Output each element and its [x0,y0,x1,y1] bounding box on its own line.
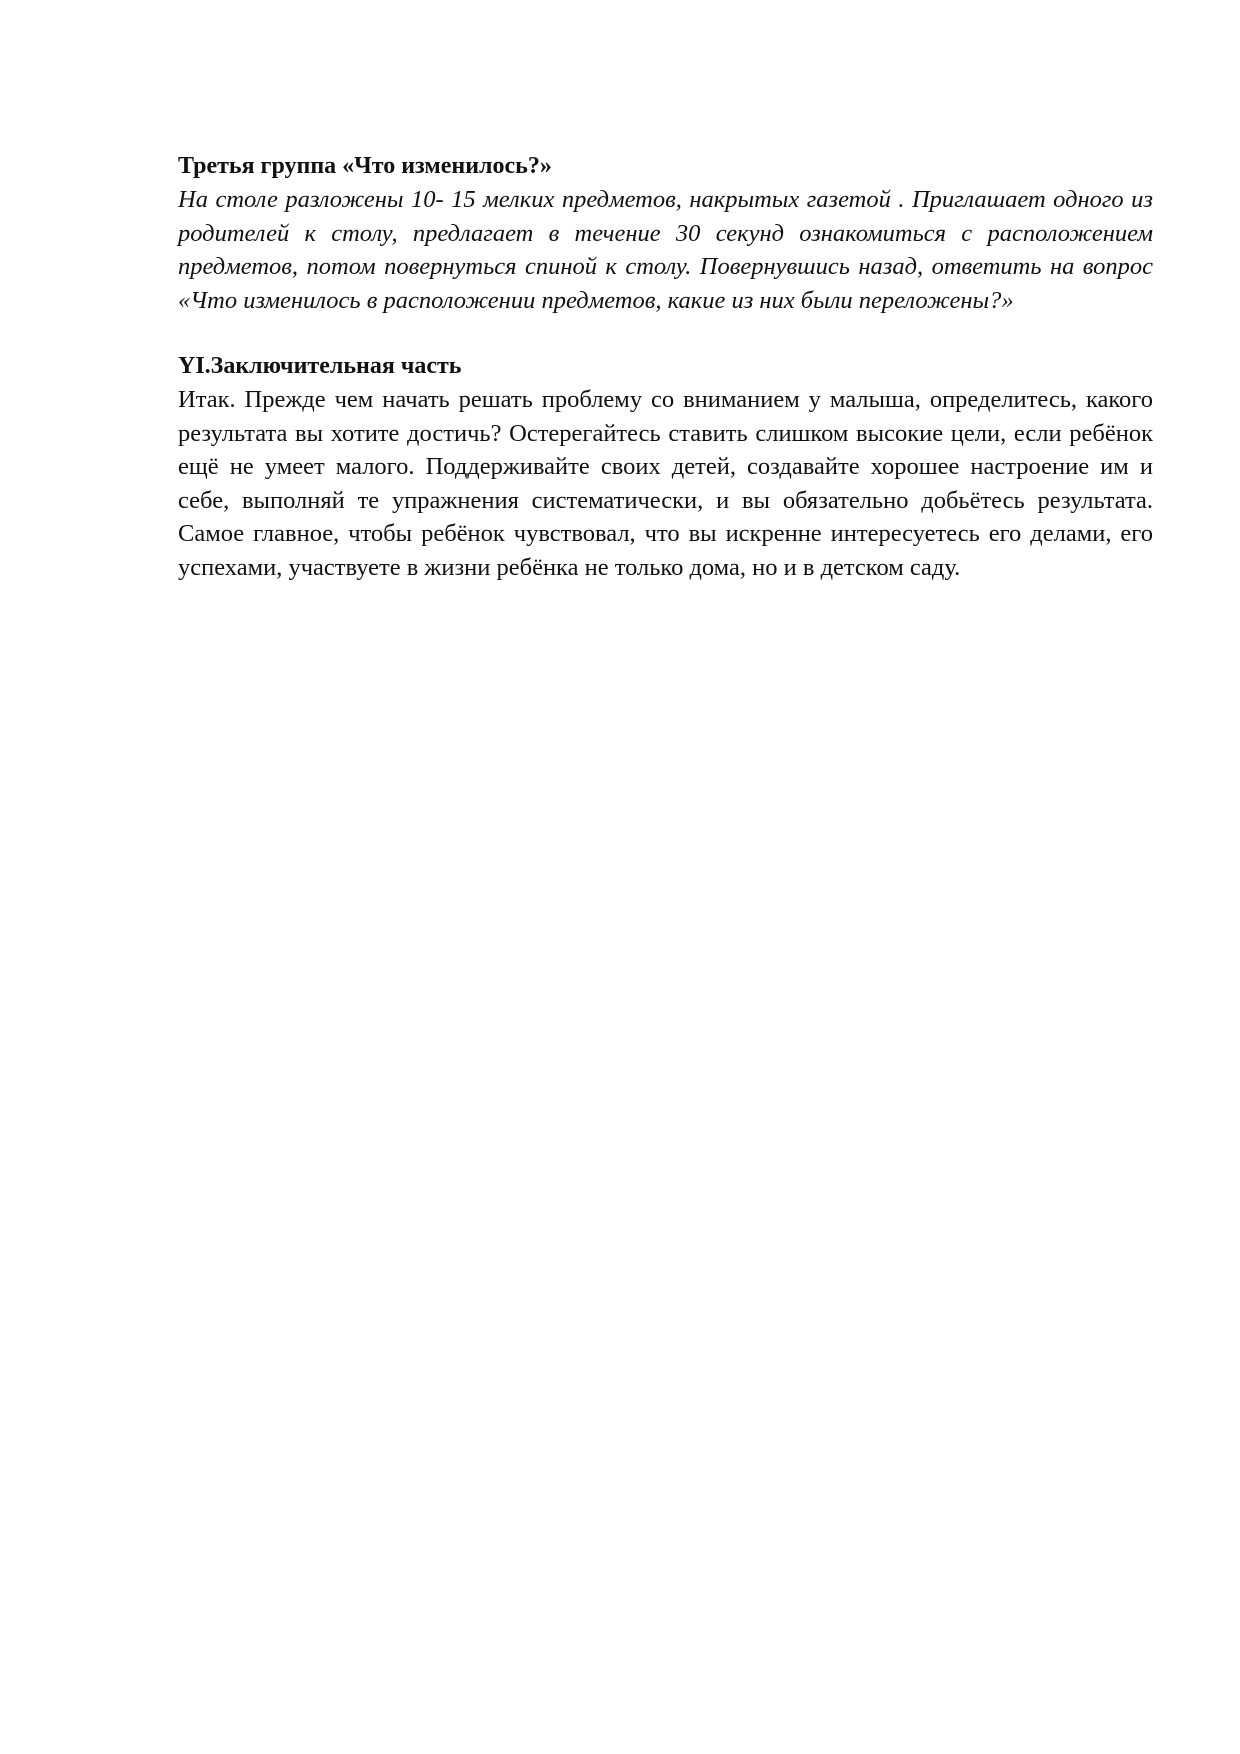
group3-description: На столе разложены 10- 15 мелких предметов, накрытых газетой . Приглашает одного из родителей к столу, предлагает в течение 30 секунд ознакомиться с расположением предметов, потом повернуться спиной к столу. Повернувшись назад, ответить на вопрос «Что изменилось в расположении предметов, какие из них были переложены?» [178,186,1153,314]
page-content [178,150,1153,584]
conclusion-heading: YI.Заключительная часть [178,353,462,379]
conclusion-text: Итак. Прежде чем начать решать проблему со вниманием у малыша, определитесь, какого результата вы хотите достичь? Остерегайтесь ставить слишком высокие цели, если ребёнок ещё не умеет малого. Поддерживайте своих детей, создавайте хорошее настроение им и себе, выполняй те упражнения систематически, и вы обязательно добьётесь результата. Самое главное, чтобы ребёнок чувствовал, что вы искренне интересуетесь его делами, его успехами, участвуете в жизни ребёнка не только дома, но и в детском саду. [178,386,1153,581]
group3-heading: Третья группа «Что изменилось?» [178,153,552,179]
section-spacer [178,317,1153,350]
